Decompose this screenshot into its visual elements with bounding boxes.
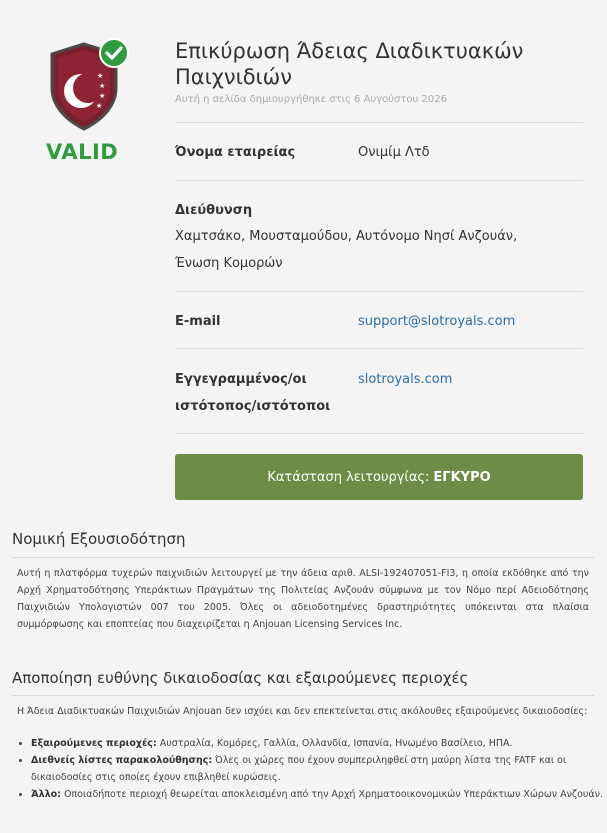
status-prefix: Κατάσταση λειτουργίας: [267, 469, 430, 485]
list-item: • Διεθνείς λίστες παρακολούθησης: Όλες οι χώρες που έχουν συμπεριληφθεί στη μαύρη λίστα της FATF και οι δικαιοδοσίες στις οποίες έχουν επιβληθεί κυρώσεις. [31, 752, 603, 786]
generated-date: Αυτή η σελίδα δημιουργήθηκε στις 6 Αυγούστου 2026 [175, 94, 447, 105]
website-link[interactable]: slotroyals.com [358, 372, 453, 387]
list-item: • Άλλο: Οποιαδήποτε περιοχή θεωρείται αποκλεισμένη από την Αρχή Χρηματοοικονομικών Υπεράκτιων Χώρων Ανζουάν. [31, 786, 603, 803]
disclaimer-section-title: Αποποίηση ευθύνης δικαιοδοσίας και εξαιρούμενες περιοχές [12, 669, 469, 687]
svg-text:★: ★ [96, 102, 103, 110]
email-label: E-mail [175, 314, 221, 329]
divider [175, 348, 583, 349]
address-label: Διεύθυνση [175, 203, 253, 218]
svg-text:★: ★ [97, 72, 104, 80]
company-value: Ονιμίμ Λτδ [358, 145, 430, 160]
section-divider [12, 695, 594, 696]
legal-text: Αυτή η πλατφόρμα τυχερών παιχνιδιών λειτουργεί με την άδεια αριθ. ALSI-192407051-FI3, η οποία εκδόθηκε από την Αρχή Χρηματοδότησης Υπεράκτιων Πραγμάτων της Πολιτείας Ανζουάν σύμφωνα με τον Νόμο περί Αδειοδότησης Παιχνιδιών Υπολογιστών 007 του 2005. Όλες οι αδειοδοτημένες δραστηριότητες υπόκεινται στα πλαίσια συμμόρφωσης και εποπτείας που διαχειρίζεται η Anjouan Licensing Services Inc. [17, 568, 589, 630]
company-label: Όνομα εταιρείας [175, 145, 296, 160]
divider [175, 433, 583, 434]
page-title: Επικύρωση Άδειας Διαδικτυακών Παιχνιδιών [175, 39, 524, 89]
section-divider [12, 557, 594, 558]
legal-section-title: Νομική Εξουσιοδότηση [12, 530, 186, 548]
svg-text:★: ★ [99, 82, 106, 90]
divider [175, 122, 583, 123]
check-icon [98, 37, 130, 69]
website-label: Εγγεγραμμένος/οι ιστότοπος/ιστότοποι [175, 372, 331, 414]
svg-text:★: ★ [99, 92, 106, 100]
disclaimer-intro: Η Άδεια Διαδικτυακών Παιχνιδιών Anjouan δεν ισχύει και δεν επεκτείνεται στις ακόλουθες εξαιρούμενες δικαιοδοσίες: [17, 706, 588, 717]
list-item: • Εξαιρούμενες περιοχές: Αυστραλία, Κομόρες, Γαλλία, Ολλανδία, Ισπανία, Ηνωμένο Βασίλειο, ΗΠΑ. [31, 735, 603, 752]
status-button[interactable] [175, 454, 583, 500]
status-value: ΕΓΚΥΡΟ [433, 469, 491, 485]
valid-label: VALID [46, 140, 119, 164]
address-value: Χαμτσάκο, Μουσταμούδου, Αυτόνομο Νησί Ανζουάν, Ένωση Κομορών [175, 229, 518, 271]
divider [175, 180, 583, 181]
divider [175, 291, 583, 292]
excluded-list [17, 735, 603, 803]
email-link[interactable]: support@slotroyals.com [358, 314, 516, 329]
